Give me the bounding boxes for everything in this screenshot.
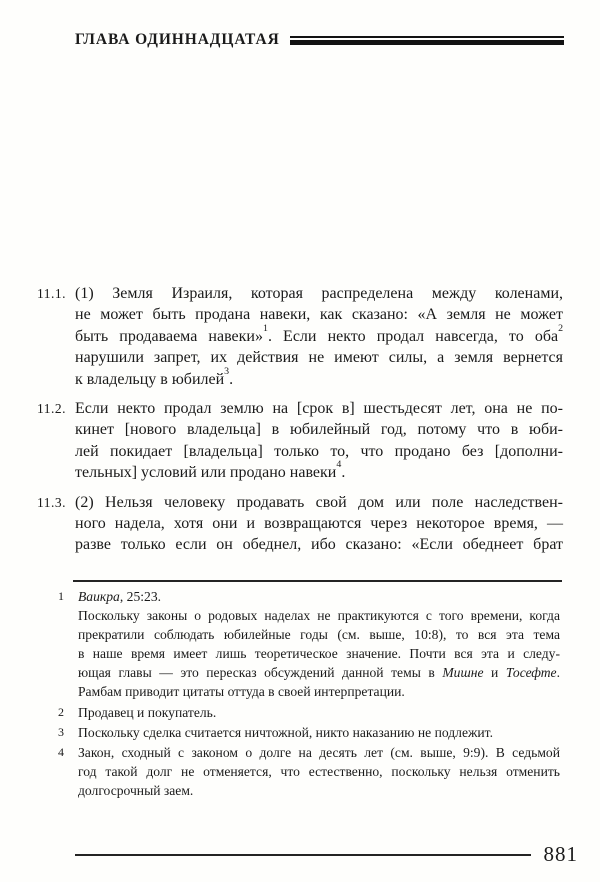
text-segment: быть продаваема навеки» (75, 327, 263, 345)
text-segment: Продавец и покупатель. (78, 704, 217, 720)
chapter-title: ГЛАВА ОДИННАДЦАТАЯ (75, 31, 280, 48)
text-segment: . (556, 665, 560, 681)
text-line (78, 781, 560, 800)
paragraph-text (75, 398, 563, 484)
footnote-reference-mark: 3 (224, 365, 230, 377)
text-segment: Рамбам приводит цитаты оттуда в своей интерпретации. (78, 684, 405, 700)
text-segment: год такой долг не отменяется, что естественно, поскольку нельзя отменить (78, 763, 560, 779)
italic-text: Тосефте (505, 665, 557, 681)
footnote-reference-mark: 4 (336, 459, 342, 471)
text-line (75, 492, 563, 513)
text-segment: Закон, сходный с законом о долге на десять лет (см. выше, 9:9). В седьмой (78, 744, 560, 760)
footnote (37, 587, 560, 702)
footnote (37, 743, 560, 800)
text-segment: разве только если он обеднел, ибо сказано: «Если обеднеет брат (75, 536, 563, 554)
text-segment: , 25:23. (119, 589, 162, 604)
footnote-divider (73, 580, 562, 582)
text-line (75, 513, 563, 534)
text-segment: . (229, 370, 234, 388)
footnote-reference-mark: 2 (558, 322, 564, 334)
text-segment: Поскольку сделка считается ничтожной, никто наказанию не подлежит. (78, 724, 493, 740)
footnote (37, 703, 560, 722)
paragraph-text (75, 492, 563, 556)
text-segment: Поскольку законы о родовых наделах не практикуются с того времени, когда (78, 608, 560, 624)
text-line (75, 365, 563, 390)
footnote-number: 4 (58, 744, 64, 759)
footnote-text (78, 743, 560, 800)
text-line (75, 419, 563, 440)
paragraph-number: 11.1. (37, 286, 66, 301)
text-line (78, 587, 560, 606)
body-paragraphs (37, 283, 563, 564)
footnote-number: 2 (58, 704, 64, 719)
footnotes-section (37, 587, 560, 801)
paragraph-number: 11.3. (37, 494, 66, 510)
footer-rule (75, 854, 531, 856)
text-segment: . Если некто продал навсегда, то оба (267, 327, 559, 345)
paragraph-text (75, 283, 563, 390)
text-line (78, 644, 560, 663)
footnote-reference-mark: 1 (262, 322, 268, 334)
text-line (78, 682, 560, 701)
header-rule-thick-bar (290, 40, 564, 45)
paragraph (37, 398, 563, 484)
text-segment: ного надела, хотя они и возвращаются через некоторое время, — (75, 515, 563, 533)
text-line (75, 459, 563, 483)
text-segment: тельных] условий или продано навеки (75, 464, 337, 482)
text-segment: прекратили соблюдать юбилейные годы (см. выше, 10:8), то вся эта тема (78, 627, 560, 643)
page-footer (75, 842, 578, 867)
text-line (78, 703, 560, 722)
footnote-text (78, 587, 560, 702)
page-number: 881 (543, 842, 578, 866)
text-line (75, 534, 563, 555)
text-segment: и (483, 665, 506, 681)
text-segment: ющая главы — это пересказ обсуждений данной темы в (78, 665, 443, 681)
footnote-text (78, 703, 560, 722)
italic-text: Ваикра (78, 589, 120, 604)
text-segment: (2) Нельзя человеку продавать свой дом или поле наследствен- (75, 493, 563, 511)
text-line (78, 762, 560, 781)
text-segment: к владельцу в юбилей (75, 370, 225, 388)
text-line (75, 283, 563, 304)
text-line (75, 304, 563, 325)
footnote-number: 3 (58, 724, 64, 739)
chapter-header (75, 31, 564, 49)
text-segment: (1) Земля Израиля, которая распределена между коленами, (75, 285, 563, 302)
italic-text: Мишне (442, 665, 484, 681)
footnote-text (78, 723, 560, 742)
paragraph-number: 11.2. (37, 401, 66, 417)
text-segment: в наше время имеет лишь теоретическое значение. Почти вся эта и следу- (78, 646, 560, 662)
text-segment: кинет [нового владельца] в юбилейный год, потому что в юби- (75, 421, 563, 439)
text-line (75, 441, 563, 462)
text-line (78, 743, 560, 762)
paragraph (37, 492, 563, 556)
text-line (75, 322, 564, 347)
text-line (78, 606, 560, 625)
text-segment: лей покидает [владельца] только то, что продано без [дополни- (75, 442, 563, 460)
text-segment: не может быть продана навеки, как сказано: «А земля не может (75, 306, 563, 324)
header-rule (290, 36, 564, 45)
footnote-number: 1 (58, 589, 64, 603)
text-line (78, 625, 560, 644)
text-segment: нарушили запрет, их действия не имеют силы, а земля вернется (75, 349, 563, 367)
paragraph (37, 283, 563, 390)
text-line (78, 723, 560, 742)
footnote (37, 723, 560, 742)
text-line (75, 347, 563, 368)
text-line (75, 398, 563, 419)
text-line (78, 663, 560, 682)
text-segment: Если некто продал землю на [срок в] шестьдесят лет, она не по- (75, 400, 563, 418)
text-segment: . (341, 464, 346, 482)
text-segment: долгосрочный заем. (78, 782, 194, 798)
